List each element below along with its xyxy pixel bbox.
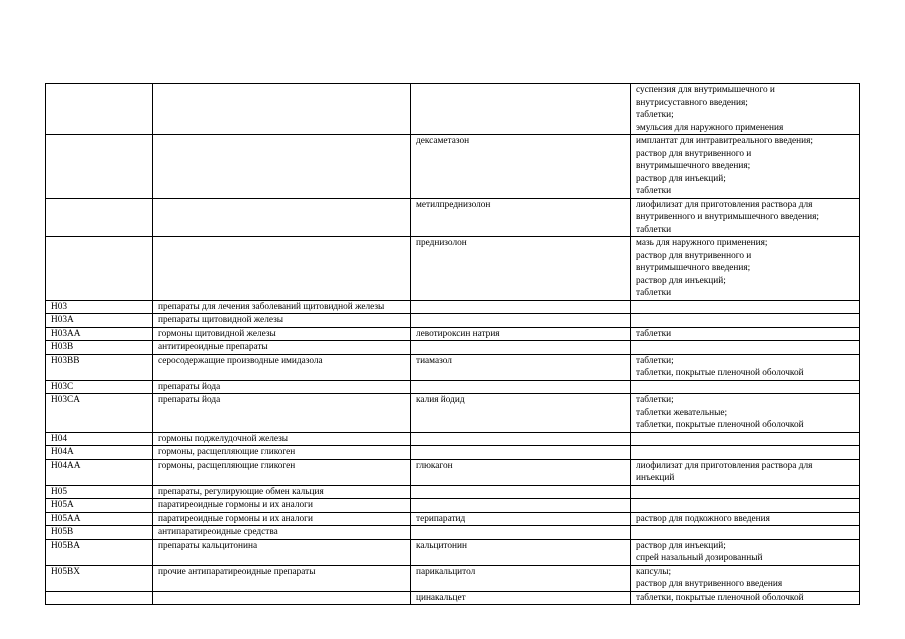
- group-name-cell: [153, 198, 411, 237]
- dosage-forms-cell: [631, 512, 860, 526]
- group-name-cell: прочие антипаратиреоидные препараты: [153, 565, 411, 591]
- table-row: [46, 380, 860, 394]
- table-row: [46, 485, 860, 499]
- dosage-form-line: капсулы;: [636, 566, 672, 577]
- atc-code-cell: [46, 591, 153, 605]
- group-name-cell: антитиреоидные препараты: [153, 341, 411, 355]
- group-name-cell: гормоны поджелудочной железы: [153, 432, 411, 446]
- group-name-cell: гормоны щитовидной железы: [153, 327, 411, 341]
- dosage-form-line: таблетки;: [636, 355, 674, 366]
- dosage-form-line: раствор для подкожного введения: [636, 513, 770, 524]
- drug-name-cell: терипаратид: [411, 512, 631, 526]
- dosage-form-line: таблетки;: [636, 110, 674, 120]
- drug-name-cell: [411, 485, 631, 499]
- dosage-form-line: инъекций: [636, 473, 675, 483]
- group-name-cell: препараты йода: [153, 380, 411, 394]
- table-row: [46, 84, 860, 135]
- dosage-form-line: раствор для инъекций;: [636, 540, 726, 551]
- drug-name-cell: [411, 446, 631, 460]
- dosage-form-line: внутримышечного введения;: [636, 263, 751, 273]
- table-row: [46, 354, 860, 380]
- dosage-forms-cell: [631, 539, 860, 565]
- drug-name-cell: [411, 314, 631, 328]
- dosage-forms-cell: [631, 198, 860, 237]
- dosage-form-line: суспензия для внутримышечного и: [636, 85, 775, 95]
- dosage-form-line: таблетки: [636, 328, 672, 339]
- dosage-forms-cell: [631, 565, 860, 591]
- drug-list-table: [45, 83, 860, 605]
- dosage-forms-cell: [631, 237, 860, 301]
- atc-code-cell: H03C: [46, 380, 153, 394]
- table-row: [46, 591, 860, 605]
- atc-code-cell: H05BA: [46, 539, 153, 565]
- atc-code-cell: H03A: [46, 314, 153, 328]
- dosage-form-line: внутривенного и внутримышечного введения;: [636, 212, 819, 222]
- dosage-forms-cell: [631, 485, 860, 499]
- atc-code-cell: H03CA: [46, 394, 153, 433]
- table-row: [46, 198, 860, 237]
- dosage-form-line: внутримышечного введения;: [636, 161, 751, 171]
- group-name-cell: паратиреоидные гормоны и их аналоги: [153, 499, 411, 513]
- dosage-form-line: внутрисуставного введения;: [636, 97, 748, 108]
- atc-code-cell: H03B: [46, 341, 153, 355]
- dosage-form-line: таблетки: [636, 224, 672, 235]
- dosage-form-line: имплантат для интравитреального введения;: [636, 136, 813, 146]
- drug-name-cell: преднизолон: [411, 237, 631, 301]
- drug-name-cell: [411, 84, 631, 135]
- dosage-form-line: лиофилизат для приготовления раствора для: [636, 199, 813, 210]
- dosage-form-line: мазь для наружного применения;: [636, 238, 768, 248]
- dosage-forms-cell: [631, 499, 860, 513]
- atc-code-cell: H04AA: [46, 459, 153, 485]
- table-row: [46, 459, 860, 485]
- drug-name-cell: калия йодид: [411, 394, 631, 433]
- dosage-form-line: эмульсия для наружного применения: [636, 122, 784, 133]
- dosage-form-line: раствор для инъекций;: [636, 173, 726, 184]
- drug-name-cell: тиамазол: [411, 354, 631, 380]
- dosage-forms-cell: [631, 354, 860, 380]
- dosage-forms-cell: [631, 526, 860, 540]
- atc-code-cell: H04: [46, 432, 153, 446]
- dosage-form-line: лиофилизат для приготовления раствора для: [636, 460, 813, 471]
- table-row: [46, 446, 860, 460]
- atc-code-cell: H05A: [46, 499, 153, 513]
- drug-name-cell: [411, 341, 631, 355]
- dosage-forms-cell: [631, 327, 860, 341]
- group-name-cell: антипаратиреоидные средства: [153, 526, 411, 540]
- atc-code-cell: [46, 237, 153, 301]
- group-name-cell: [153, 237, 411, 301]
- group-name-cell: серосодержащие производные имидазола: [153, 354, 411, 380]
- dosage-forms-cell: [631, 300, 860, 314]
- drug-name-cell: парикальцитол: [411, 565, 631, 591]
- dosage-form-line: спрей назальный дозированный: [636, 553, 763, 563]
- table-row: [46, 394, 860, 433]
- dosage-forms-cell: [631, 394, 860, 433]
- dosage-form-line: раствор для инъекций;: [636, 275, 726, 286]
- dosage-forms-cell: [631, 591, 860, 605]
- dosage-forms-cell: [631, 459, 860, 485]
- group-name-cell: [153, 591, 411, 605]
- table-row: [46, 539, 860, 565]
- dosage-forms-cell: [631, 314, 860, 328]
- drug-list-body: [46, 84, 860, 605]
- drug-name-cell: [411, 300, 631, 314]
- group-name-cell: препараты для лечения заболеваний щитовидной железы: [153, 300, 411, 314]
- group-name-cell: паратиреоидные гормоны и их аналоги: [153, 512, 411, 526]
- drug-name-cell: [411, 526, 631, 540]
- atc-code-cell: H05: [46, 485, 153, 499]
- drug-name-cell: [411, 380, 631, 394]
- group-name-cell: гормоны, расщепляющие гликоген: [153, 446, 411, 460]
- dosage-forms-cell: [631, 432, 860, 446]
- table-row: [46, 314, 860, 328]
- atc-code-cell: [46, 84, 153, 135]
- group-name-cell: [153, 135, 411, 199]
- dosage-forms-cell: [631, 341, 860, 355]
- group-name-cell: препараты, регулирующие обмен кальция: [153, 485, 411, 499]
- dosage-form-line: таблетки жевательные;: [636, 407, 728, 418]
- dosage-form-line: раствор для внутривенного и: [636, 148, 752, 159]
- drug-name-cell: глюкагон: [411, 459, 631, 485]
- group-name-cell: препараты кальцитонина: [153, 539, 411, 565]
- drug-name-cell: метилпреднизолон: [411, 198, 631, 237]
- dosage-form-line: таблетки, покрытые пленочной оболочкой: [636, 420, 804, 430]
- atc-code-cell: [46, 198, 153, 237]
- dosage-form-line: таблетки, покрытые пленочной оболочкой: [636, 368, 804, 378]
- group-name-cell: гормоны, расщепляющие гликоген: [153, 459, 411, 485]
- table-row: [46, 526, 860, 540]
- dosage-form-line: раствор для внутривенного и: [636, 250, 752, 261]
- group-name-cell: [153, 84, 411, 135]
- table-row: [46, 327, 860, 341]
- group-name-cell: препараты йода: [153, 394, 411, 433]
- drug-name-cell: [411, 432, 631, 446]
- dosage-forms-cell: [631, 135, 860, 199]
- group-name-cell: препараты щитовидной железы: [153, 314, 411, 328]
- atc-code-cell: H05AA: [46, 512, 153, 526]
- dosage-form-line: раствор для внутривенного введения: [636, 579, 783, 589]
- dosage-form-line: таблетки: [636, 186, 672, 196]
- atc-code-cell: H05B: [46, 526, 153, 540]
- table-row: [46, 565, 860, 591]
- table-row: [46, 135, 860, 199]
- table-row: [46, 341, 860, 355]
- table-row: [46, 432, 860, 446]
- dosage-forms-cell: [631, 84, 860, 135]
- dosage-form-line: таблетки;: [636, 395, 674, 405]
- atc-code-cell: H03AA: [46, 327, 153, 341]
- drug-name-cell: [411, 499, 631, 513]
- atc-code-cell: H03BB: [46, 354, 153, 380]
- atc-code-cell: H03: [46, 300, 153, 314]
- atc-code-cell: [46, 135, 153, 199]
- dosage-forms-cell: [631, 380, 860, 394]
- drug-name-cell: цинакальцет: [411, 591, 631, 605]
- drug-name-cell: дексаметазон: [411, 135, 631, 199]
- atc-code-cell: H04A: [46, 446, 153, 460]
- table-row: [46, 499, 860, 513]
- drug-name-cell: левотироксин натрия: [411, 327, 631, 341]
- table-row: [46, 300, 860, 314]
- table-row: [46, 237, 860, 301]
- drug-name-cell: кальцитонин: [411, 539, 631, 565]
- table-row: [46, 512, 860, 526]
- atc-code-cell: H05BX: [46, 565, 153, 591]
- dosage-forms-cell: [631, 446, 860, 460]
- dosage-form-line: таблетки: [636, 288, 672, 298]
- dosage-form-line: таблетки, покрытые пленочной оболочкой: [636, 592, 804, 603]
